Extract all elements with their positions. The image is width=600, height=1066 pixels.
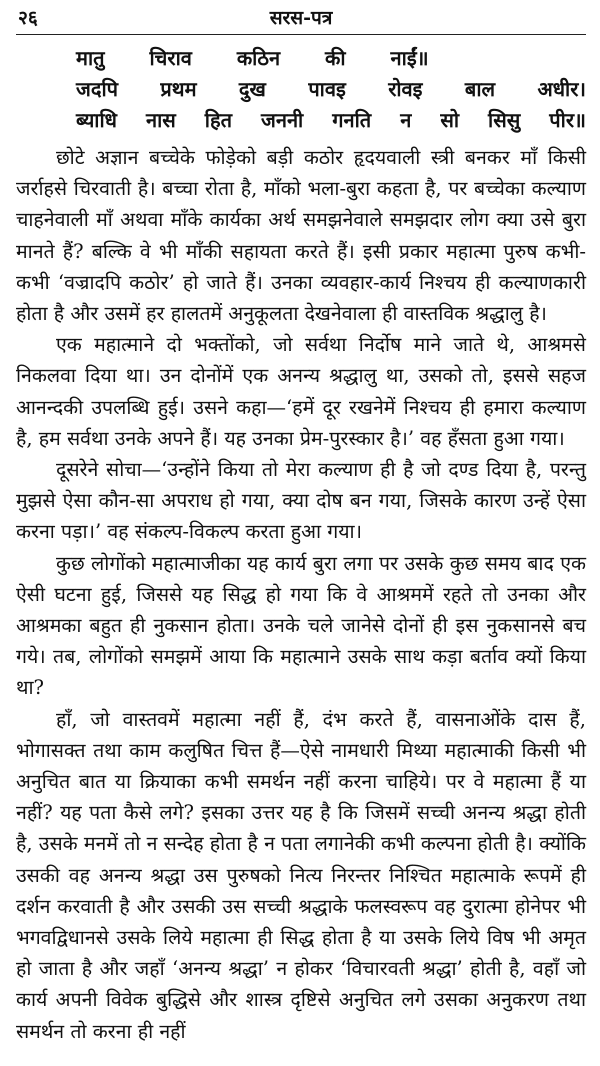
verse-block <box>16 43 586 136</box>
paragraph: दूसरेने सोचा—‘उन्होंने किया तो मेरा कल्याण ही है जो दण्ड दिया है, परन्तु मुझसे ऐसा कौन-सा अपराध हो गया, क्या दोष बन गया, जिसके कारण उन्हें ऐसा करना पड़ा।’ वह संकल्प-विकल्प करता हुआ गया। <box>16 458 586 544</box>
page-number: २६ <box>18 7 38 29</box>
paragraph: छोटे अज्ञान बच्चेके फोड़ेको बड़ी कठोर हृदयवाली स्त्री बनकर माँ किसी जर्राहसे चिरवाती है। बच्चा रोता है, माँको भला-बुरा कहता है, पर बच्चेका कल्याण चाहनेवाली माँ अथवा माँके कार्यका अर्थ समझनेवाले समझदार लोग क्या उसे बुरा मानते हैं? बल्कि वे भी माँकी सहायता करते हैं। इसी प्रकार महात्मा पुरुष कभी-कभी ‘वज्रादपि कठोर’ हो जाते हैं। उनका व्यवहार-कार्य निश्चय ही कल्याणकारी होता है और उसमें हर हालतमें अनुकूलता देखनेवाला ही वास्तविक श्रद्धालु है। <box>16 146 586 326</box>
page-header <box>16 0 586 35</box>
body-text <box>16 142 586 1047</box>
paragraph: हाँ, जो वास्तवमें महात्मा नहीं हैं, दंभ करते हैं, वासनाओंके दास हैं, भोगासक्त तथा काम कलुषित चित्त हैं—ऐसे नामधारी मिथ्या महात्माकी किसी भी अनुचित बात या क्रियाका कभी समर्थन नहीं करना चाहिये। पर वे महात्मा हैं या नहीं? यह पता कैसे लगे? इसका उत्तर यह है कि जिसमें सच्ची अनन्य श्रद्धा होती है, उसके मनमें तो न सन्देह होता है न पता लगानेकी कभी कल्पना होती है। क्योंकि उसकी वह अनन्य श्रद्धा उस पुरुषको नित्य निरन्तर निश्चित महात्माके रूपमें ही दर्शन करवाती है और उसकी उस सच्ची श्रद्धाके फलस्वरूप वह दुरात्मा होनेपर भी भगवद्विधानसे उसके लिये महात्मा ही सिद्ध होता है या उसके लिये विष भी अमृत हो जाता है और जहाँ ‘अनन्य श्रद्धा’ न होकर ‘विचारवती श्रद्धा’ होती है, वहाँ जो कार्य अपनी विवेक बुद्धिसे और शास्त्र दृष्टिसे अनुचित लगे उसका अनुकरण तथा समर्थन तो करना ही नहीं <box>16 707 586 1043</box>
running-title: सरस-पत्र <box>269 7 333 29</box>
verse-line-1: मातु चिराव कठिन की नाईं॥ <box>76 46 429 70</box>
paragraph: एक महात्माने दो भक्तोंको, जो सर्वथा निर्दोष माने जाते थे, आश्रमसे निकलवा दिया था। उन दोनोंमें एक अनन्य श्रद्धालु था, उसको तो, इससे सहज आनन्दकी उपलब्धि हुई। उसने कहा—‘हमें दूर रखनेमें निश्चय ही हमारा कल्याण है, हम सर्वथा उनके अपने हैं। यह उनका प्रेम-पुरस्कार है।’ वह हँसता हुआ गया। <box>16 333 586 450</box>
verse-line-3: ब्याधि नास हित जननी गनति न सो सिसु पीर॥ <box>76 108 586 132</box>
paragraph: कुछ लोगोंको महात्माजीका यह कार्य बुरा लगा पर उसके कुछ समय बाद एक ऐसी घटना हुई, जिससे यह सिद्ध हो गया कि वे आश्रममें रहते तो उनका और आश्रमका बहुत ही नुकसान होता। उनके चले जानेसे दोनों ही इस नुकसानसे बच गये। तब, लोगोंको समझमें आया कि महात्माने उसके साथ कड़ा बर्ताव क्यों किया था? <box>16 551 586 700</box>
verse-line-2: जदपि प्रथम दुख पावइ रोवइ बाल अधीर। <box>76 77 586 101</box>
